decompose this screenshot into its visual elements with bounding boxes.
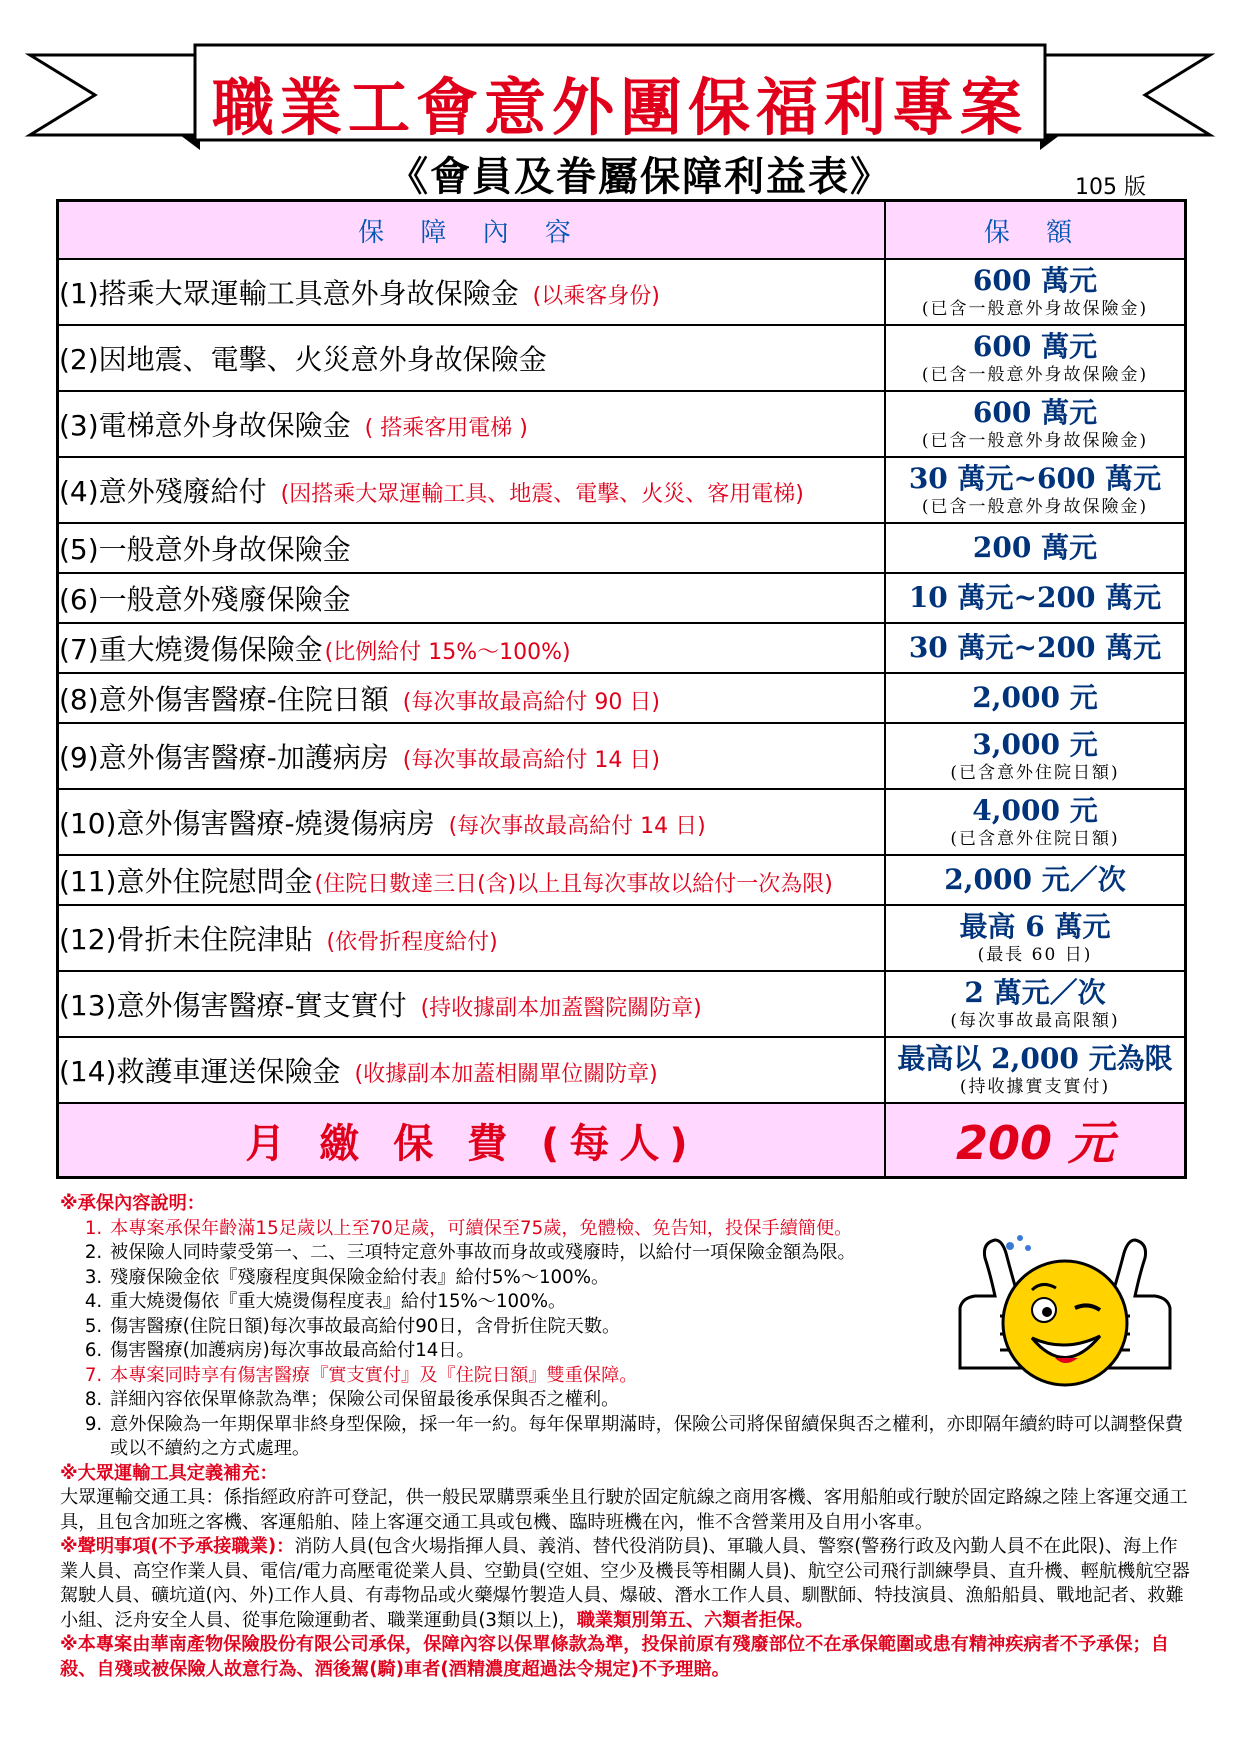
benefit-amount: 2 萬元／次	[964, 976, 1106, 1009]
table-row	[58, 573, 1186, 623]
benefit-note: (比例給付 15%～100%)	[324, 640, 571, 665]
transport-title: ※大眾運輸工具定義補充：	[60, 1462, 278, 1484]
list-item: 4. 重大燒燙傷依『重大燒燙傷程度表』給付15%～100%。	[108, 1290, 1190, 1315]
benefit-amount: 4,000 元	[972, 794, 1098, 827]
benefit-item: (11)意外住院慰問金	[59, 865, 313, 898]
benefit-amount-note: (已含意外住院日額)	[950, 763, 1120, 783]
benefit-note: (收據副本加蓋相關單位關防章)	[354, 1062, 658, 1087]
list-item: 5. 傷害醫療(住院日額)每次事故最高給付90日，含骨折住院天數。	[108, 1315, 1190, 1340]
benefit-item: (8)意外傷害醫療-住院日額	[59, 683, 389, 716]
benefit-item: (7)重大燒燙傷保險金	[59, 633, 323, 666]
benefit-amount-note: (已含一般意外身故保險金)	[921, 365, 1149, 385]
list-item: 9. 意外保險為一年期保單非終身型保險，採一年一約。每年保單期滿時，保險公司將保留續保與否之權利，亦即隔年續約時可以調整保費或以不續約之方式處理。	[108, 1413, 1190, 1462]
benefit-amount: 2,000 元／次	[944, 863, 1126, 896]
benefit-amount-note: (已含一般意外身故保險金)	[921, 431, 1149, 451]
benefit-amount: 最高以 2,000 元為限	[897, 1042, 1173, 1075]
warning-paragraph	[60, 1535, 1190, 1633]
premium-row	[58, 1103, 1186, 1178]
list-item: 7. 本專案同時享有傷害醫療『實支實付』及『住院日額』雙重保障。	[108, 1364, 1190, 1389]
table-row	[58, 673, 1186, 723]
benefit-item: (6)一般意外殘廢保險金	[59, 583, 351, 616]
benefit-note: (每次事故最高給付 14 日)	[448, 814, 706, 839]
benefit-item: (2)因地震、電擊、火災意外身故保險金	[59, 343, 547, 376]
table-row	[58, 391, 1186, 457]
column-header-content: 保 障 內 容	[58, 201, 886, 260]
benefit-item: (12)骨折未住院津貼	[59, 923, 313, 956]
table-row	[58, 905, 1186, 971]
benefit-amount: 2,000 元	[972, 681, 1098, 714]
benefit-note: (持收據副本加蓋醫院關防章)	[420, 996, 702, 1021]
benefit-note: (每次事故最高給付 90 日)	[402, 690, 660, 715]
benefit-item: (5)一般意外身故保險金	[59, 533, 351, 566]
underwriting-list	[60, 1217, 1190, 1462]
warning-text: 消防人員(包含火場指揮人員、義消、替代役消防員)、軍職人員、警察(警務行政及內勤人員不在此限)、海上作業人員、高空作業人員、電信/電力高壓電從業人員、空勤員(空姐、空少及機長等相關人員)、航空公司飛行訓練學員、直升機、輕航機航空器駕駛人員、礦坑道(內、外)工作人員、有毒物品或火藥爆竹製造人員、爆破、潛水工作人員、馴獸師、特技演員、漁船船員、戰地記者、救難小組、泛舟安全人員、從事危險運動者、職業運動員(3類以上)，	[60, 1536, 1190, 1631]
benefit-item: (4)意外殘廢給付	[59, 475, 267, 508]
table-row	[58, 971, 1186, 1037]
benefit-amount: 3,000 元	[972, 728, 1098, 761]
benefit-amount: 30 萬元~200 萬元	[908, 631, 1162, 664]
table-row	[58, 457, 1186, 523]
benefit-note: (依骨折程度給付)	[326, 930, 498, 955]
benefit-item: (1)搭乘大眾運輸工具意外身故保險金	[59, 277, 519, 310]
benefit-amount-note: (已含一般意外身故保險金)	[921, 497, 1149, 517]
premium-label: 月 繳 保 費 (每人)	[58, 1103, 886, 1178]
table-row	[58, 723, 1186, 789]
benefits-table	[56, 199, 1187, 1179]
transport-text: 大眾運輸交通工具：係指經政府許可登記，供一般民眾購票乘坐且行駛於固定航線之商用客機、客用船舶或行駛於固定路線之陸上客運交通工具，且包含加班之客機、客運船舶、陸上客運交通工具或包機、臨時班機在內，惟不含營業用及自用小客車。	[60, 1487, 1188, 1533]
list-item: 8. 詳細內容依保單條款為準；保險公司保留最後承保與否之權利。	[108, 1388, 1190, 1413]
table-row	[58, 623, 1186, 673]
benefit-item: (3)電梯意外身故保險金	[59, 409, 351, 442]
benefit-note: (每次事故最高給付 14 日)	[402, 748, 660, 773]
list-item: 2. 被保險人同時蒙受第一、二、三項特定意外事故而身故或殘廢時，以給付一項保險金額為限。	[108, 1241, 1190, 1266]
benefit-amount-note: (已含意外住院日額)	[950, 829, 1120, 849]
page-title: 職業工會意外團保福利專案	[211, 71, 1028, 144]
benefit-item: (13)意外傷害醫療-實支實付	[59, 989, 407, 1022]
benefit-amount: 600 萬元	[972, 330, 1098, 363]
benefit-note: (以乘客身份)	[532, 284, 660, 309]
table-row	[58, 259, 1186, 325]
benefit-item: (14)救護車運送保險金	[59, 1055, 341, 1088]
benefit-amount-note: (持收據實支實付)	[959, 1077, 1111, 1097]
list-item: 1. 本專案承保年齡滿15足歲以上至70足歲，可續保至75歲，免體檢、免告知，投保手續簡便。	[108, 1217, 1190, 1242]
benefit-note: (住院日數達三日(含)以上且每次事故以給付一次為限)	[314, 872, 833, 897]
table-row	[58, 1037, 1186, 1103]
table-row	[58, 523, 1186, 573]
page-subtitle: 《會員及眷屬保障利益表》	[388, 154, 892, 200]
final-statement: ※本專案由華南產物保險股份有限公司承保，保障內容以保單條款為準，投保前原有殘廢部位不在承保範圍或患有精神疾病者不予承保；自殺、自殘或被保險人故意行為、酒後駕(騎)車者(酒精濃度超過法令規定)不予理賠。	[60, 1634, 1169, 1680]
benefit-note: ( 搭乘客用電梯 )	[364, 416, 528, 441]
benefit-item: (9)意外傷害醫療-加護病房	[59, 741, 389, 774]
table-row	[58, 789, 1186, 855]
benefit-amount-note: (最長 60 日)	[977, 945, 1093, 965]
benefit-amount: 最高 6 萬元	[959, 910, 1111, 943]
table-row	[58, 325, 1186, 391]
premium-value: 200 元	[885, 1103, 1186, 1178]
table-row	[58, 855, 1186, 905]
benefit-amount: 600 萬元	[972, 264, 1098, 297]
benefit-note: (因搭乘大眾運輸工具、地震、電擊、火災、客用電梯)	[280, 482, 804, 507]
warning-tail: 職業類別第五、六類者拒保。	[576, 1609, 814, 1631]
list-item: 6. 傷害醫療(加護病房)每次事故最高給付14日。	[108, 1339, 1190, 1364]
benefit-amount: 600 萬元	[972, 396, 1098, 429]
notes-section	[60, 1192, 1190, 1682]
warning-title: ※聲明事項(不予承接職業)：	[60, 1536, 295, 1557]
benefit-item: (10)意外傷害醫療-燒燙傷病房	[59, 807, 435, 840]
version-label: 105 版	[1075, 175, 1146, 200]
benefit-amount: 10 萬元~200 萬元	[908, 581, 1162, 614]
benefit-amount: 30 萬元~600 萬元	[908, 462, 1162, 495]
benefit-amount: 200 萬元	[972, 531, 1098, 564]
column-header-amount: 保 額	[885, 201, 1186, 260]
benefit-amount-note: (已含一般意外身故保險金)	[921, 299, 1149, 319]
list-item: 3. 殘廢保險金依『殘廢程度與保險金給付表』給付5%～100%。	[108, 1266, 1190, 1291]
benefit-amount-note: (每次事故最高限額)	[950, 1011, 1120, 1031]
underwriting-title: ※承保內容說明：	[60, 1193, 205, 1214]
